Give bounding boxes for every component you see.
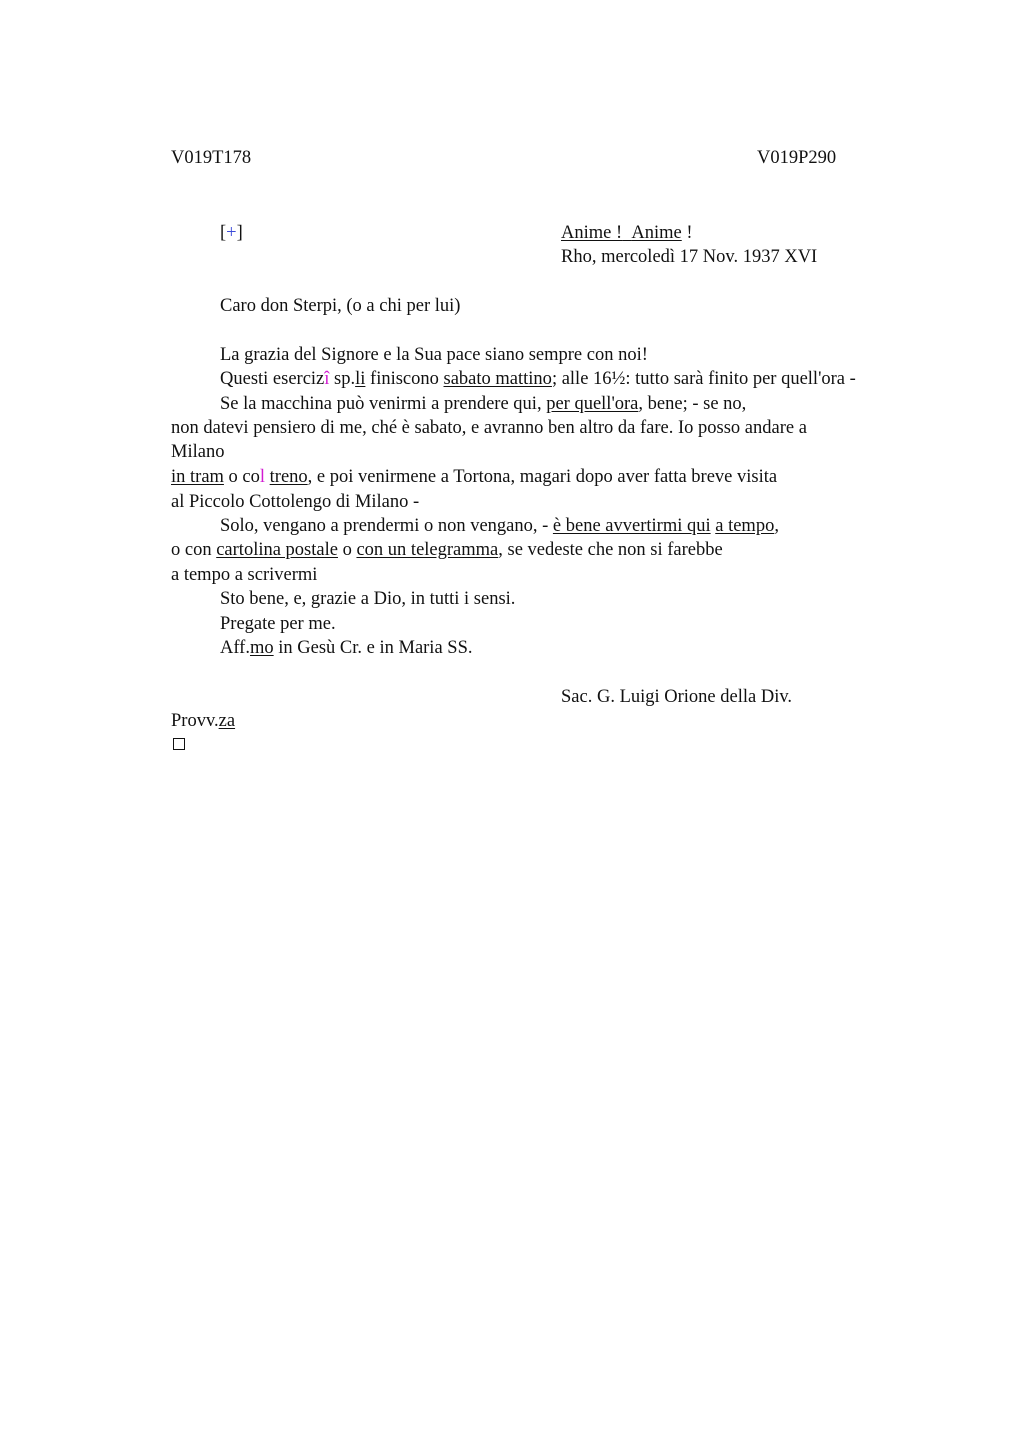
heading-anime-2: Anime: [631, 223, 682, 243]
body-line-8: Solo, vengano a prendermi o non vengano, - è bene avvertirmi qui a tempo,: [220, 516, 779, 536]
editorial-marker: [220, 221, 243, 245]
underlined-a-tempo: a tempo: [715, 516, 775, 536]
signature-line-1: Sac. G. Luigi Orione della Div.: [561, 687, 793, 707]
document-code-left: V019T178: [171, 148, 252, 168]
body-line-9: o con cartolina postale o con un telegramma, se vedeste che non si farebbe: [171, 540, 723, 560]
body-line-3: Se la macchina può venirmi a prendere qui, per quell'ora, bene; - se no,: [220, 394, 747, 414]
body-line-7: al Piccolo Cottolengo di Milano -: [171, 492, 420, 512]
marker-open-bracket: [: [220, 223, 227, 243]
body-line-11: Sto bene, e, grazie a Dio, in tutti i sensi.: [220, 589, 516, 609]
heading-exclaim: !: [681, 223, 693, 243]
underlined-avvertirmi: è bene avvertirmi qui: [552, 516, 711, 536]
underlined-cartolina-postale: cartolina postale: [216, 540, 338, 560]
heading-invocation: [561, 221, 693, 245]
body-line-6: in tram o col treno, e poi venirmene a Tortona, magari dopo aver fatta breve visita: [171, 467, 778, 487]
marker-close-bracket: ]: [236, 223, 243, 243]
signature-line-2: Provv.za: [171, 711, 236, 731]
heading-anime-1: Anime !: [561, 223, 623, 243]
body-line-4: non datevi pensiero di me, ché è sabato, e avranno ben altro da fare. Io posso andare a: [171, 418, 807, 438]
underlined-telegramma: con un telegramma: [356, 540, 499, 560]
body-line-10: a tempo a scrivermi: [171, 565, 318, 585]
marker-plus: +: [226, 223, 237, 243]
inserted-letter-l: l: [259, 467, 266, 487]
body-line-2: Questi esercizî sp.li finiscono sabato mattino; alle 16½: tutto sarà finito per quell'ora -: [220, 369, 856, 389]
underlined-per-quellora: per quell'ora: [546, 394, 639, 414]
circumflex-letter: î: [324, 369, 330, 389]
document-code-right: V019P290: [757, 148, 837, 168]
body-line-12: Pregate per me.: [220, 614, 336, 634]
closing-line: Aff.mo in Gesù Cr. e in Maria SS.: [220, 638, 473, 658]
underlined-sabato-mattino: sabato mattino: [443, 369, 552, 389]
end-square-icon: [173, 738, 185, 750]
body-line-1: La grazia del Signore e la Sua pace siano sempre con noi!: [220, 345, 648, 365]
underlined-treno: treno: [269, 467, 308, 487]
underlined-in-tram: in tram: [171, 467, 224, 487]
body-line-5: Milano: [171, 442, 225, 462]
salutation: Caro don Sterpi, (o a chi per lui): [220, 296, 461, 316]
place-date: Rho, mercoledì 17 Nov. 1937 XVI: [561, 247, 818, 267]
